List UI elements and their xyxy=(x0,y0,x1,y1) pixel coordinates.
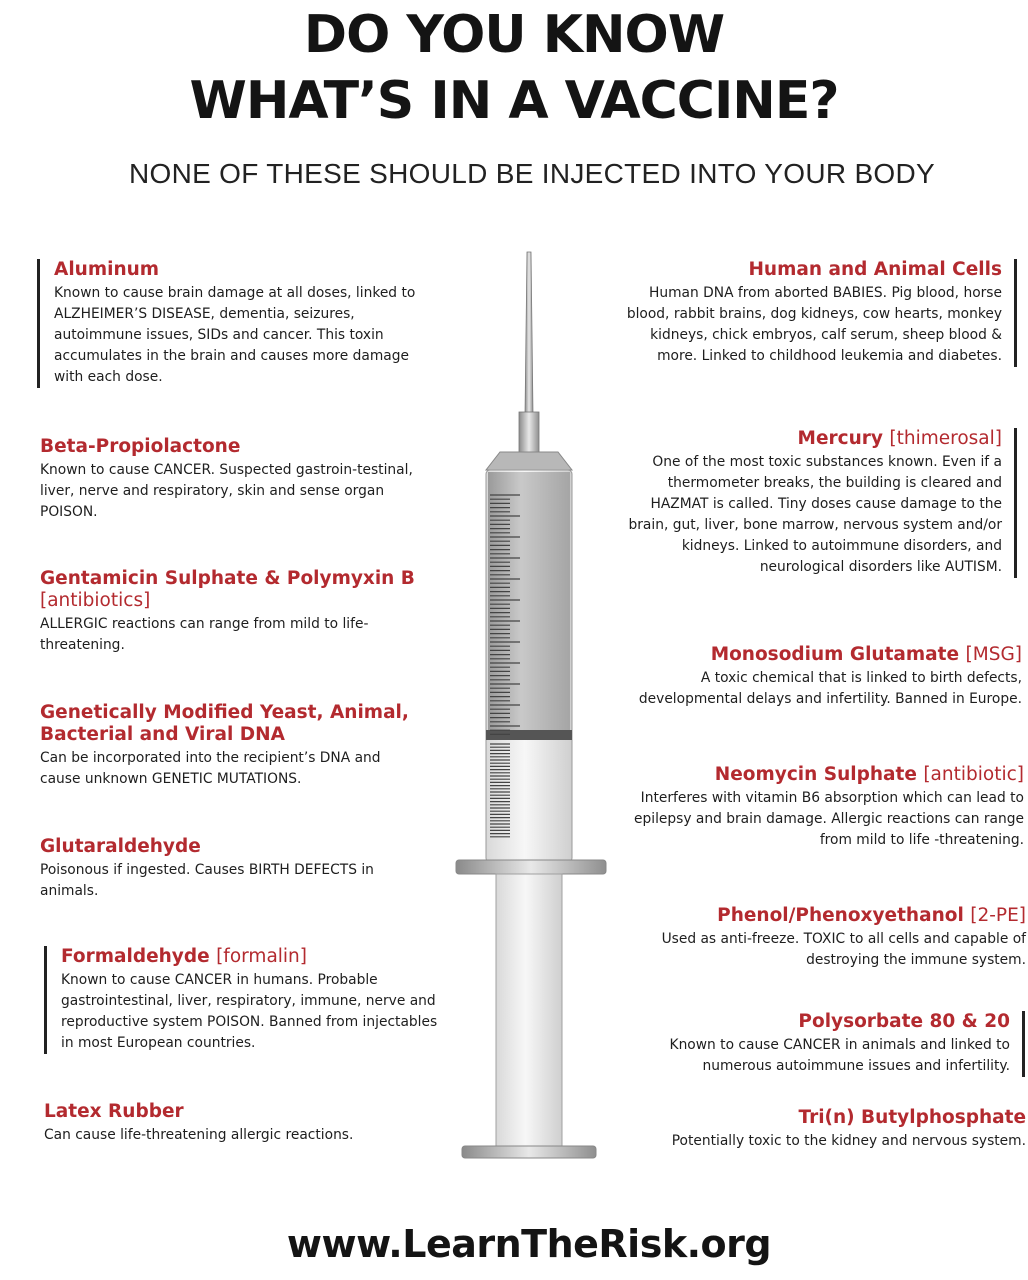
ingredient-title: Mercury [thimerosal] xyxy=(797,428,1002,449)
barrel-tip xyxy=(486,452,572,470)
ingredient-mercury xyxy=(622,428,1017,578)
ingredient-title: Monosodium Glutamate [MSG] xyxy=(710,644,1022,665)
ingredient-description: Poisonous if ingested. Causes BIRTH DEFECTS in animals. xyxy=(40,862,374,899)
ingredient-phenol xyxy=(622,905,1026,971)
ingredient-tributylphosphate xyxy=(622,1107,1026,1152)
ingredient-description: One of the most toxic substances known. Even if a thermometer breaks, the building is cleared and HAZMAT is called. Tiny doses cause damage to the brain, gut, liver, bone marrow, nervous system and/or kidneys. Linked to autoimmune disorders, and neurological disorders like AUTISM. xyxy=(628,454,1002,575)
footer-url: www.LearnTheRisk.org xyxy=(286,1222,772,1266)
ingredient-description: Known to cause CANCER in humans. Probable gastrointestinal, liver, respiratory, immune, nerve and reproductive system POISON. Banned from injectables in most European countries. xyxy=(61,972,438,1051)
ingredient-title: Formaldehyde [formalin] xyxy=(61,946,308,967)
ingredient-neomycin xyxy=(622,764,1024,851)
ingredient-description: Can cause life-threatening allergic reactions. xyxy=(44,1127,354,1143)
ingredient-description: A toxic chemical that is linked to birth defects, developmental delays and infertility. Banned in Europe. xyxy=(638,670,1022,707)
ingredient-title: Phenol/Phenoxyethanol [2-PE] xyxy=(717,905,1026,926)
title-line-1: DO YOU KNOW xyxy=(303,5,725,65)
ingredient-title: Glutaraldehyde xyxy=(40,836,201,857)
ingredient-title: Neomycin Sulphate [antibiotic] xyxy=(714,764,1024,785)
ingredient-polysorbate xyxy=(622,1011,1025,1077)
ingredient-description: Used as anti-freeze. TOXIC to all cells and capable of destroying the immune system. xyxy=(661,931,1026,968)
title-line-2: WHAT’S IN A VACCINE? xyxy=(189,71,839,131)
ingredient-title: Polysorbate 80 & 20 xyxy=(798,1011,1010,1032)
finger-flange xyxy=(456,860,606,874)
subtitle: NONE OF THESE SHOULD BE INJECTED INTO YOUR BODY xyxy=(128,158,935,189)
ingredient-description: Human DNA from aborted BABIES. Pig blood, horse blood, rabbit brains, dog kidneys, cow hearts, monkey kidneys, chick embryos, calf serum, sheep blood & more. Linked to childhood leukemia and diabetes. xyxy=(626,285,1002,364)
ingredient-title: Gentamicin Sulphate & Polymyxin B [antibiotics] xyxy=(40,568,415,611)
ingredient-description: Known to cause brain damage at all doses, linked to ALZHEIMER’S DISEASE, dementia, seizures, autoimmune issues, SIDs and cancer. This toxin accumulates in the brain and causes more damage with each dose. xyxy=(54,285,416,385)
ingredient-description: Can be incorporated into the recipient’s DNA and cause unknown GENETIC MUTATIONS. xyxy=(40,750,381,787)
ingredient-title: Tri(n) Butylphosphate xyxy=(798,1107,1026,1128)
ingredient-description: Potentially toxic to the kidney and nervous system. xyxy=(671,1133,1026,1149)
ingredient-formaldehyde xyxy=(44,946,451,1054)
ingredient-title: Human and Animal Cells xyxy=(748,259,1002,280)
ingredient-description: Interferes with vitamin B6 absorption which can lead to epilepsy and brain damage. Allergic reactions can range from mild to life -threatening. xyxy=(634,790,1024,848)
ingredient-description: Known to cause CANCER. Suspected gastroin-testinal, liver, nerve and respiratory, skin and sense organ POISON. xyxy=(40,462,413,520)
ingredient-human-animal-cells xyxy=(622,259,1017,367)
ingredient-msg xyxy=(622,644,1022,710)
ingredient-description: ALLERGIC reactions can range from mild to life-threatening. xyxy=(40,616,369,653)
plunger-rod xyxy=(496,874,562,1150)
plunger-thumb xyxy=(462,1146,596,1158)
ingredient-beta-propiolactone xyxy=(40,436,420,523)
ingredient-gentamicin-polymyxin xyxy=(40,568,420,656)
needle xyxy=(525,252,533,415)
ingredient-glutaraldehyde xyxy=(40,836,420,902)
ingredient-aluminum xyxy=(37,259,434,388)
ingredient-gm-dna xyxy=(40,702,420,790)
ingredient-title: Beta-Propiolactone xyxy=(40,436,241,457)
needle-hub xyxy=(519,412,539,452)
ingredient-title: Genetically Modified Yeast, Animal, Bacterial and Viral DNA xyxy=(40,702,409,745)
ingredient-title: Latex Rubber xyxy=(44,1101,184,1122)
ingredient-description: Known to cause CANCER in animals and linked to numerous autoimmune issues and infertility. xyxy=(669,1037,1010,1074)
ingredient-latex-rubber xyxy=(44,1101,444,1146)
ingredient-title: Aluminum xyxy=(54,259,160,280)
